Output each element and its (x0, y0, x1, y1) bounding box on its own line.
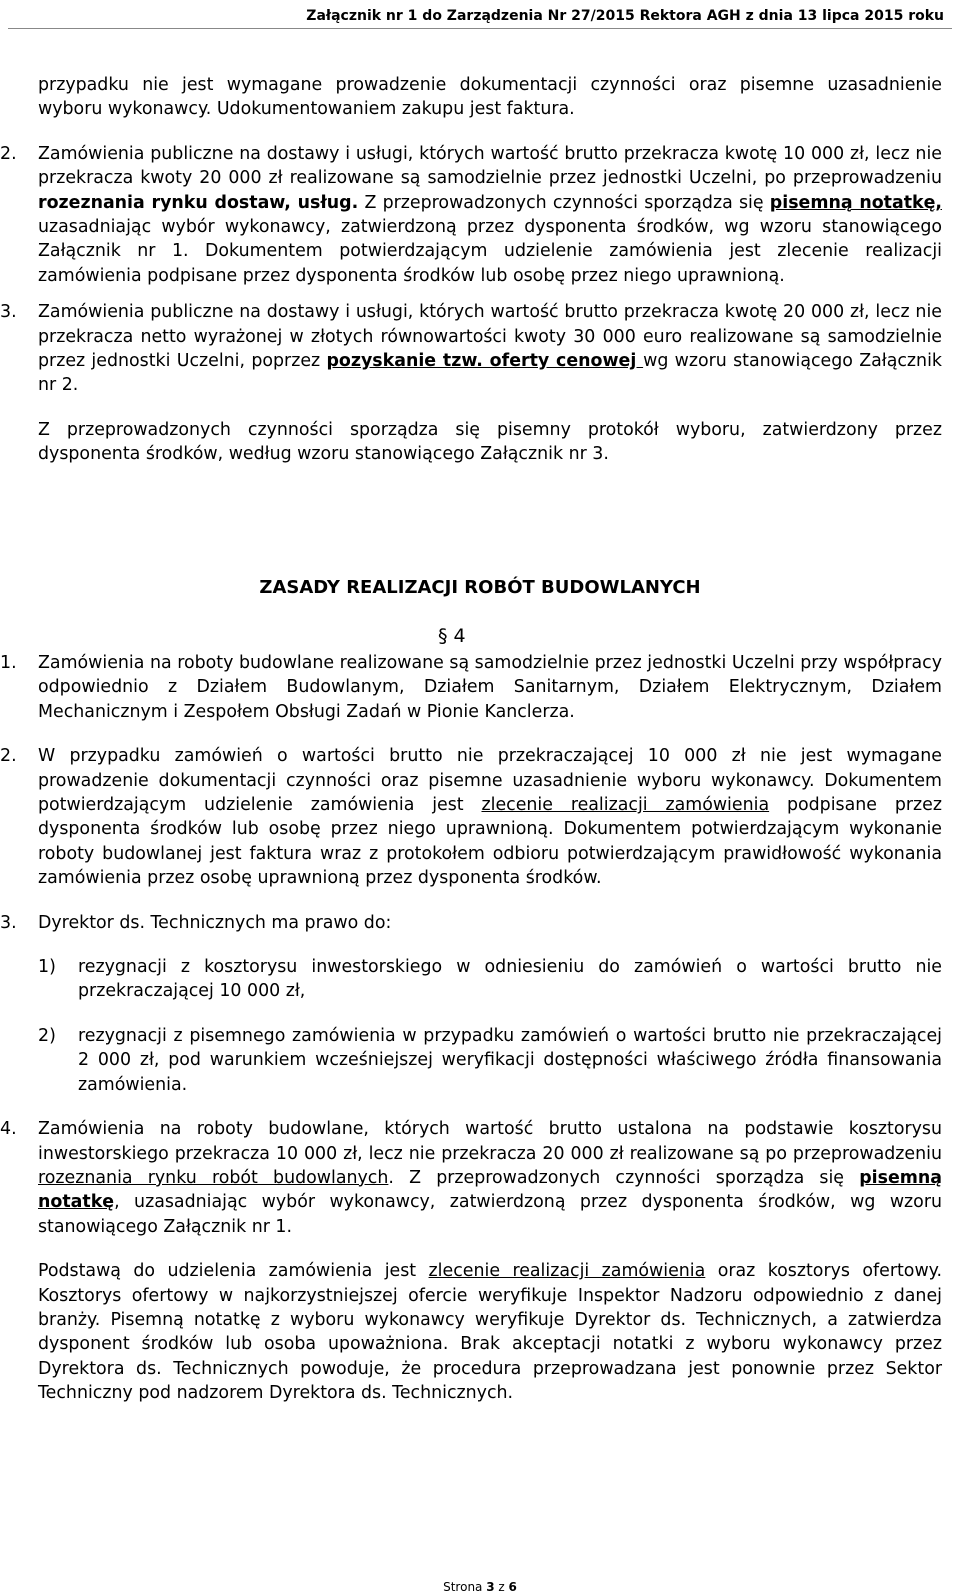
page-footer (0, 1580, 960, 1594)
intro-paragraph: przypadku nie jest wymagane prowadzenie dokumentacji czynności oraz pisemne uzasadnienie wyboru wykonawcy. Udokumentowaniem zakupu jest faktura. (38, 75, 942, 120)
bold-phrase: rozeznania rynku dostaw, usług. (38, 192, 359, 213)
item-text: Zamówienia na roboty budowlane, których wartość brutto ustalona na podstawie kosztorysu inwestorskiego przekracza 10 000 zł, lecz nie przekracza 20 000 zł realizowane są po przeprowadzeniu rozeznania rynku robót budowlanych. Z przeprowadzonych czynności sporządza się pisemną notatkę, uzasadniając wybór wykonawcy, zatwierdzoną przez dysponenta środków, wg wzoru stanowiącego Załącznik nr 1. (38, 1119, 942, 1237)
underlined-phrase: zlecenie realizacji zamówienia (428, 1261, 706, 1282)
item-number: 3. (0, 302, 17, 323)
sub-item-text: rezygnacji z pisemnego zamówienia w przypadku zamówień o wartości brutto nie przekraczającej 2 000 zł, pod warunkiem wcześniejszej weryfikacji dostępności właściwego źródła finansowania zamówienia. (78, 1025, 942, 1095)
list-item (0, 142, 942, 288)
sub-item (38, 955, 942, 1004)
list-item (0, 1117, 942, 1405)
item-number: 3. (0, 912, 17, 933)
item-paragraph: Z przeprowadzonych czynności sporządza się pisemny protokół wyboru, zatwierdzony przez dysponenta środków, według wzoru stanowiącego Załącznik nr 3. (38, 419, 942, 465)
underlined-phrase: rozeznania rynku robót budowlanych (38, 1167, 389, 1188)
header-rule (8, 28, 952, 29)
sub-item-text: rezygnacji z kosztorysu inwestorskiego w odniesieniu do zamówień o wartości brutto nie przekraczającej 10 000 zł, (78, 957, 942, 1002)
underlined-phrase: zlecenie realizacji zamówienia (481, 795, 770, 816)
page-label: Strona (443, 1580, 487, 1594)
list-item (0, 651, 942, 724)
page-total: 6 (508, 1580, 517, 1594)
item-text: Dyrektor ds. Technicznych ma prawo do: (38, 912, 392, 933)
top-section (0, 73, 942, 467)
item-text: Zamówienia publiczne na dostawy i usługi, których wartość brutto przekracza kwotę 20 000 zł, lecz nie przekracza netto wyrażonej w złotych równowartości kwoty 30 000 euro realizowane są samodzielnie przez jednostki Uczelni, poprzez pozyskanie tzw. oferty cenowej wg wzoru stanowiącego Załącznik nr 2. (38, 302, 942, 396)
page-header: Załącznik nr 1 do Zarządzenia Nr 27/2015 Rektora AGH z dnia 13 lipca 2015 roku (306, 8, 944, 24)
sub-item-number: 2) (38, 1025, 56, 1046)
page-number: 3 (486, 1580, 495, 1594)
list-item (0, 911, 942, 1097)
item-text: Zamówienia na roboty budowlane realizowane są samodzielnie przez jednostki Uczelni przy współpracy odpowiednio z Działem Budowlanym, Działem Sanitarnym, Działem Elektrycznym, Działem Mechanicznym i Zespołem Obsługi Zadań w Pionie Kanclerza. (38, 653, 942, 722)
section-title: ZASADY REALIZACJI ROBÓT BUDOWLANYCH (259, 577, 701, 598)
sub-item (38, 1024, 942, 1097)
item-number: 2. (0, 746, 17, 767)
list-item (0, 744, 942, 890)
sub-item-number: 1) (38, 957, 56, 978)
item-text: Zamówienia publiczne na dostawy i usługi, których wartość brutto przekracza kwotę 10 000 zł, lecz nie przekracza kwoty 20 000 zł realizowane są samodzielnie przez jednostki Uczelni, po przeprowadzeniu rozeznania rynku dostaw, usług. Z przeprowadzonych czynności sporządza się pisemną notatkę, uzasadniając wybór wykonawcy, zatwierdzoną przez dysponenta środków, wg wzoru stanowiącego Załącznik nr 1. Dokumentem potwierdzającym udzielenie zamówienia jest zlecenie realizacji zamówienia podpisane przez dysponenta środków lub osobę przez niego uprawnioną. (38, 143, 942, 286)
list-item (0, 300, 942, 466)
item-paragraph: Podstawą do udzielenia zamówienia jest zlecenie realizacji zamówienia oraz kosztorys ofertowy. Kosztorys ofertowy w najkorzystniejszej ofercie weryfikuje Inspektor Nadzoru odpowiednio z danej branży. Pisemną notatkę z wyboru wykonawcy weryfikuje Dyrektor ds. Technicznych, a zatwierdza dysponent środków lub osoba upoważniona. Brak akceptacji notatki z wyboru wykonawcy przez Dyrektora ds. Technicznych powoduje, że procedura przeprowadzana jest ponownie przez Sektor Techniczny pod nadzorem Dyrektora ds. Technicznych. (38, 1261, 942, 1404)
bold-underline-phrase: pozyskanie tzw. oferty cenowej (326, 351, 644, 372)
item-number: 2. (0, 143, 17, 164)
bold-underline-phrase: pisemną notatkę, (769, 192, 942, 213)
section-sign: § 4 (438, 625, 466, 647)
item-number: 1. (0, 653, 17, 673)
page-separator: z (494, 1580, 509, 1594)
item-number: 4. (0, 1119, 17, 1140)
bold-underline-phrase: pisemną notatkę (38, 1167, 942, 1213)
item-text: W przypadku zamówień o wartości brutto nie przekraczającej 10 000 zł nie jest wymagane prowadzenie dokumentacji czynności oraz pisemne uzasadnienie wyboru wykonawcy. Dokumentem potwierdzającym udzielenie zamówienia jest zlecenie realizacji zamówienia podpisane przez dysponenta środków lub osobę przez niego uprawnioną. Dokumentem potwierdzającym wykonanie roboty budowlanej jest faktura wraz z protokołem odbioru potwierdzającym prawidłowość wykonania zamówienia przez osobę uprawnioną przez dysponenta środków. (38, 746, 942, 889)
body-section (0, 651, 942, 1406)
